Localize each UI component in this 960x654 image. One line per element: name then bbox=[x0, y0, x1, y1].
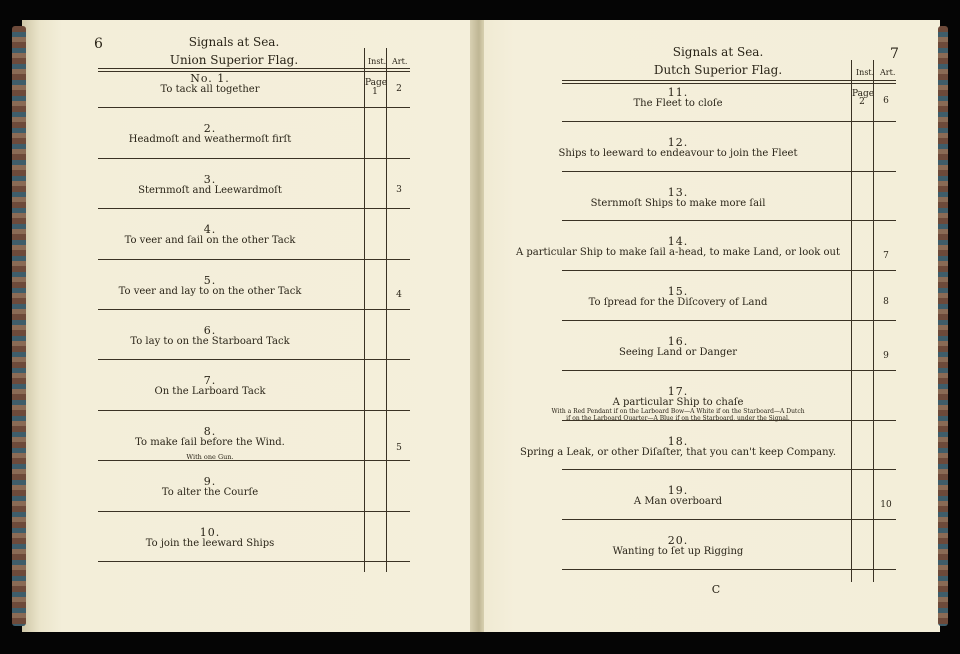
row-rule bbox=[562, 171, 896, 172]
article-number: 10 bbox=[880, 500, 892, 511]
signal-number: 3. bbox=[203, 172, 217, 186]
column-rule bbox=[386, 48, 387, 572]
column-rule bbox=[873, 60, 874, 582]
signal-number: 15. bbox=[667, 285, 689, 299]
flag-title: Union Superior Flag. bbox=[169, 53, 299, 67]
article-number: 8 bbox=[883, 297, 889, 308]
row-rule bbox=[562, 220, 896, 221]
flag-title: Dutch Superior Flag. bbox=[653, 63, 783, 77]
column-rule bbox=[851, 60, 852, 582]
signal-description: To alter the Courſe bbox=[161, 487, 259, 499]
signal-number: 18. bbox=[667, 434, 689, 448]
signal-number: 16. bbox=[667, 335, 689, 348]
signal-number: 5. bbox=[203, 273, 217, 287]
column-header-inst: Inst. bbox=[856, 68, 875, 77]
header-rule bbox=[562, 83, 896, 84]
left-page bbox=[22, 20, 476, 632]
running-title: Signals at Sea. bbox=[188, 35, 280, 49]
running-title: Signals at Sea. bbox=[672, 45, 764, 59]
signal-note: With one Gun. bbox=[186, 452, 234, 461]
signal-description: To ſpread for the Diſcovery of Land bbox=[588, 297, 768, 309]
page-number: 6 bbox=[94, 36, 103, 52]
page-ref-value: 2 bbox=[859, 97, 865, 107]
page-ref-value: 1 bbox=[372, 87, 378, 97]
signal-number: 11. bbox=[667, 86, 689, 99]
signal-number: No. 1. bbox=[190, 72, 230, 85]
signal-description: To tack all together bbox=[160, 84, 260, 95]
signal-description: To make ſail before the Wind. bbox=[135, 436, 285, 448]
signal-description: Sternmoſt and Leewardmoſt bbox=[138, 184, 282, 196]
signal-description: A particular Ship to make ſail a-head, to make Land, or look out bbox=[515, 247, 841, 259]
signal-number: 10. bbox=[199, 525, 221, 539]
signal-description: To lay to on the Starboard Tack bbox=[130, 336, 290, 347]
row-rule bbox=[562, 121, 896, 122]
row-rule bbox=[562, 320, 896, 321]
signal-number: 9. bbox=[203, 475, 217, 489]
signal-number: 20. bbox=[667, 534, 689, 548]
article-number: 5 bbox=[396, 442, 402, 453]
column-header-art: Art. bbox=[880, 68, 896, 77]
row-rule bbox=[562, 569, 896, 570]
signal-description: Wanting to ſet up Rigging bbox=[612, 546, 744, 558]
column-rule bbox=[364, 48, 365, 572]
article-number: 9 bbox=[883, 351, 889, 361]
signal-number: 8. bbox=[203, 424, 217, 438]
signal-description: To join the leeward Ships bbox=[145, 537, 275, 549]
column-header-inst: Inst. bbox=[368, 57, 387, 66]
article-number: 7 bbox=[883, 251, 889, 262]
signal-description: A particular Ship to chaſe bbox=[612, 396, 744, 408]
page-ref-label: Page bbox=[365, 78, 388, 88]
signal-number: 17. bbox=[667, 384, 689, 398]
header-rule bbox=[562, 80, 896, 81]
signal-description: On the Larboard Tack bbox=[154, 386, 266, 398]
row-rule bbox=[562, 519, 896, 520]
signal-description: Sternmoſt Ships to make more ſail bbox=[590, 197, 766, 209]
signal-description: Ships to leeward to endeavour to join the Fleet bbox=[558, 147, 798, 159]
signal-description: Headmoſt and weathermoſt firſt bbox=[128, 134, 292, 146]
fore-edge-left bbox=[12, 26, 26, 626]
signal-number: 12. bbox=[667, 135, 689, 149]
fore-edge-right bbox=[938, 26, 948, 626]
page-number: 7 bbox=[890, 46, 899, 62]
signal-note: With a Red Pendant if on the Larboard Bow—A White if on the Starboard—A Dutch bbox=[551, 407, 805, 415]
signal-description: Spring a Leak, or other Diſaſter, that you can't keep Company. bbox=[519, 446, 837, 458]
row-rule bbox=[562, 270, 896, 271]
signal-number: 4. bbox=[203, 223, 217, 237]
open-book bbox=[22, 20, 940, 634]
signal-number: 14. bbox=[667, 235, 689, 249]
article-number: 2 bbox=[396, 84, 402, 94]
signal-number: 13. bbox=[667, 185, 689, 199]
article-number: 6 bbox=[883, 96, 889, 106]
signal-number: 19. bbox=[667, 484, 689, 498]
signal-description: Seeing Land or Danger bbox=[618, 347, 738, 358]
signal-number: 6. bbox=[203, 324, 217, 337]
row-rule bbox=[562, 420, 896, 421]
row-rule bbox=[562, 469, 896, 470]
article-number: 4 bbox=[396, 289, 402, 300]
signal-description: A Man overboard bbox=[633, 496, 723, 508]
signal-description: The Fleet to cloſe bbox=[633, 98, 723, 109]
right-page bbox=[484, 20, 940, 632]
page-ref-label: Page bbox=[852, 89, 875, 99]
article-number: 3 bbox=[396, 184, 402, 195]
row-rule bbox=[562, 370, 896, 371]
signal-description: To veer and ſail on the other Tack bbox=[124, 235, 296, 247]
signal-note: if on the Larboard Quarter—A Blue if on the Starboard, under the Signal. bbox=[566, 414, 790, 422]
signal-description: To veer and lay to on the other Tack bbox=[118, 285, 302, 297]
signal-number: 7. bbox=[203, 374, 217, 388]
signature-mark: C bbox=[711, 583, 721, 596]
signal-number: 2. bbox=[203, 122, 217, 136]
column-header-art: Art. bbox=[392, 57, 408, 66]
